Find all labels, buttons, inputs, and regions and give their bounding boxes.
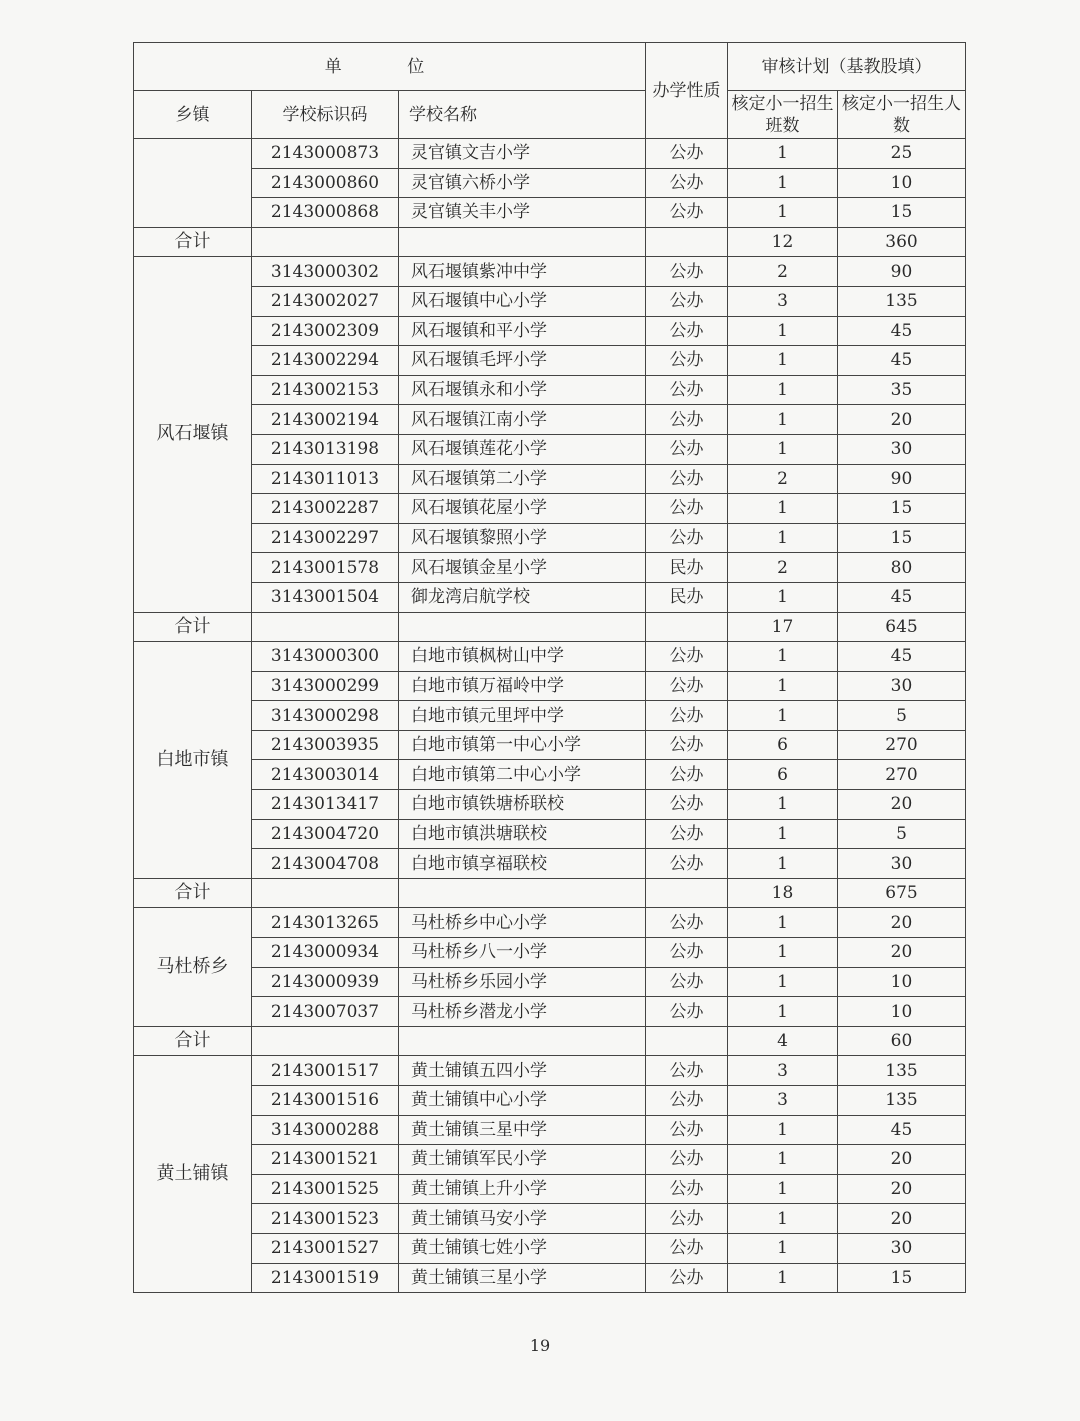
school-code-cell: 2143001527 xyxy=(252,1233,399,1263)
school-type-cell: 公办 xyxy=(646,849,728,879)
town-cell: 黄土铺镇 xyxy=(134,1056,252,1293)
school-name-cell: 马杜桥乡乐园小学 xyxy=(399,967,646,997)
school-name-cell: 白地市镇元里坪中学 xyxy=(399,701,646,731)
empty-cell xyxy=(252,1026,399,1056)
class-count-cell: 1 xyxy=(728,790,838,820)
school-name-cell: 灵官镇关丰小学 xyxy=(399,198,646,228)
class-count-cell: 3 xyxy=(728,1086,838,1116)
total-row xyxy=(134,1026,966,1056)
student-count-cell: 30 xyxy=(838,849,966,879)
table-row xyxy=(134,997,966,1027)
empty-cell xyxy=(399,1026,646,1056)
student-count-cell: 30 xyxy=(838,671,966,701)
school-type-cell: 公办 xyxy=(646,1204,728,1234)
header-row-2 xyxy=(134,91,966,139)
class-count-cell: 6 xyxy=(728,760,838,790)
school-code-cell: 3143000288 xyxy=(252,1115,399,1145)
table-row xyxy=(134,1115,966,1145)
school-name-cell: 风石堰镇金星小学 xyxy=(399,553,646,583)
school-type-cell: 公办 xyxy=(646,1056,728,1086)
table-row xyxy=(134,582,966,612)
school-code-cell: 2143002287 xyxy=(252,494,399,524)
student-count-cell: 35 xyxy=(838,375,966,405)
student-count-cell: 20 xyxy=(838,908,966,938)
table-row xyxy=(134,642,966,672)
total-students-cell: 60 xyxy=(838,1026,966,1056)
student-count-cell: 90 xyxy=(838,464,966,494)
school-name-cell: 白地市镇第一中心小学 xyxy=(399,730,646,760)
total-row xyxy=(134,878,966,908)
student-count-cell: 45 xyxy=(838,1115,966,1145)
school-code-cell: 2143001516 xyxy=(252,1086,399,1116)
class-count-cell: 2 xyxy=(728,257,838,287)
school-type-cell: 公办 xyxy=(646,642,728,672)
school-name-cell: 黄土铺镇三星小学 xyxy=(399,1263,646,1293)
school-name-cell: 白地市镇第二中心小学 xyxy=(399,760,646,790)
class-count-cell: 3 xyxy=(728,286,838,316)
empty-cell xyxy=(399,612,646,642)
school-code-cell: 3143001504 xyxy=(252,582,399,612)
empty-cell xyxy=(646,227,728,257)
student-count-cell: 90 xyxy=(838,257,966,287)
class-count-cell: 2 xyxy=(728,553,838,583)
student-count-cell: 5 xyxy=(838,701,966,731)
empty-cell xyxy=(252,227,399,257)
empty-cell xyxy=(399,227,646,257)
class-count-cell: 1 xyxy=(728,938,838,968)
school-code-cell: 2143013265 xyxy=(252,908,399,938)
class-count-cell: 1 xyxy=(728,405,838,435)
school-type-cell: 公办 xyxy=(646,1233,728,1263)
header-unit xyxy=(134,43,646,91)
table-row xyxy=(134,1056,966,1086)
student-count-cell: 20 xyxy=(838,1145,966,1175)
student-count-cell: 45 xyxy=(838,642,966,672)
empty-cell xyxy=(399,878,646,908)
total-students-cell: 360 xyxy=(838,227,966,257)
table-body xyxy=(134,43,966,1293)
table-row xyxy=(134,494,966,524)
table-row xyxy=(134,286,966,316)
total-classes-cell: 12 xyxy=(728,227,838,257)
table-row xyxy=(134,938,966,968)
school-type-cell: 公办 xyxy=(646,760,728,790)
class-count-cell: 1 xyxy=(728,523,838,553)
student-count-cell: 30 xyxy=(838,434,966,464)
header-town: 乡镇 xyxy=(134,91,252,139)
student-count-cell: 10 xyxy=(838,967,966,997)
school-code-cell: 2143001525 xyxy=(252,1174,399,1204)
school-code-cell: 2143002027 xyxy=(252,286,399,316)
class-count-cell: 1 xyxy=(728,1115,838,1145)
student-count-cell: 45 xyxy=(838,582,966,612)
school-name-cell: 马杜桥乡中心小学 xyxy=(399,908,646,938)
table-row xyxy=(134,198,966,228)
school-code-cell: 2143001578 xyxy=(252,553,399,583)
class-count-cell: 1 xyxy=(728,434,838,464)
school-name-cell: 马杜桥乡潜龙小学 xyxy=(399,997,646,1027)
school-type-cell: 民办 xyxy=(646,582,728,612)
school-code-cell: 2143002294 xyxy=(252,346,399,376)
school-name-cell: 黄土铺镇军民小学 xyxy=(399,1145,646,1175)
school-code-cell: 2143007037 xyxy=(252,997,399,1027)
school-type-cell: 公办 xyxy=(646,257,728,287)
school-type-cell: 公办 xyxy=(646,1145,728,1175)
student-count-cell: 10 xyxy=(838,168,966,198)
table-row xyxy=(134,671,966,701)
school-code-cell: 2143013417 xyxy=(252,790,399,820)
school-type-cell: 公办 xyxy=(646,1174,728,1204)
school-code-cell: 2143002194 xyxy=(252,405,399,435)
school-type-cell: 公办 xyxy=(646,1115,728,1145)
town-cell: 马杜桥乡 xyxy=(134,908,252,1026)
student-count-cell: 270 xyxy=(838,760,966,790)
school-name-cell: 白地市镇铁塘桥联校 xyxy=(399,790,646,820)
school-code-cell: 2143013198 xyxy=(252,434,399,464)
header-school: 学校名称 xyxy=(399,91,646,139)
table-row xyxy=(134,730,966,760)
table-row xyxy=(134,819,966,849)
school-name-cell: 御龙湾启航学校 xyxy=(399,582,646,612)
table-row xyxy=(134,168,966,198)
table-row xyxy=(134,434,966,464)
school-name-cell: 白地市镇枫树山中学 xyxy=(399,642,646,672)
table-row xyxy=(134,790,966,820)
student-count-cell: 270 xyxy=(838,730,966,760)
table-row xyxy=(134,967,966,997)
student-count-cell: 20 xyxy=(838,1204,966,1234)
empty-cell xyxy=(646,1026,728,1056)
school-type-cell: 公办 xyxy=(646,286,728,316)
class-count-cell: 1 xyxy=(728,139,838,169)
school-name-cell: 风石堰镇莲花小学 xyxy=(399,434,646,464)
student-count-cell: 20 xyxy=(838,1174,966,1204)
school-type-cell: 公办 xyxy=(646,967,728,997)
class-count-cell: 1 xyxy=(728,642,838,672)
student-count-cell: 80 xyxy=(838,553,966,583)
school-name-cell: 风石堰镇毛坪小学 xyxy=(399,346,646,376)
class-count-cell: 1 xyxy=(728,316,838,346)
student-count-cell: 5 xyxy=(838,819,966,849)
empty-cell xyxy=(646,878,728,908)
class-count-cell: 1 xyxy=(728,198,838,228)
student-count-cell: 20 xyxy=(838,790,966,820)
school-type-cell: 公办 xyxy=(646,346,728,376)
school-name-cell: 黄土铺镇三星中学 xyxy=(399,1115,646,1145)
class-count-cell: 1 xyxy=(728,582,838,612)
table-row xyxy=(134,1086,966,1116)
table-row xyxy=(134,139,966,169)
school-name-cell: 白地市镇洪塘联校 xyxy=(399,819,646,849)
school-code-cell: 3143000300 xyxy=(252,642,399,672)
school-code-cell: 2143001523 xyxy=(252,1204,399,1234)
table-row xyxy=(134,1174,966,1204)
town-cell: 白地市镇 xyxy=(134,642,252,879)
total-classes-cell: 4 xyxy=(728,1026,838,1056)
school-type-cell: 公办 xyxy=(646,997,728,1027)
school-name-cell: 风石堰镇和平小学 xyxy=(399,316,646,346)
table-row xyxy=(134,1233,966,1263)
class-count-cell: 1 xyxy=(728,908,838,938)
school-code-cell: 2143001519 xyxy=(252,1263,399,1293)
school-type-cell: 公办 xyxy=(646,701,728,731)
table-row xyxy=(134,523,966,553)
school-type-cell: 公办 xyxy=(646,198,728,228)
student-count-cell: 45 xyxy=(838,316,966,346)
school-name-cell: 黄土铺镇七姓小学 xyxy=(399,1233,646,1263)
class-count-cell: 3 xyxy=(728,1056,838,1086)
school-code-cell: 2143000860 xyxy=(252,168,399,198)
school-type-cell: 公办 xyxy=(646,405,728,435)
total-label-cell: 合计 xyxy=(134,612,252,642)
school-name-cell: 黄土铺镇马安小学 xyxy=(399,1204,646,1234)
header-plan: 审核计划（基教股填） xyxy=(728,43,966,91)
total-classes-cell: 17 xyxy=(728,612,838,642)
student-count-cell: 15 xyxy=(838,494,966,524)
school-type-cell: 公办 xyxy=(646,908,728,938)
header-code: 学校标识码 xyxy=(252,91,399,139)
student-count-cell: 135 xyxy=(838,1056,966,1086)
school-code-cell: 2143003014 xyxy=(252,760,399,790)
table-row xyxy=(134,701,966,731)
school-type-cell: 公办 xyxy=(646,1263,728,1293)
table-row xyxy=(134,346,966,376)
total-label-cell: 合计 xyxy=(134,1026,252,1056)
table-row xyxy=(134,553,966,583)
total-students-cell: 645 xyxy=(838,612,966,642)
school-type-cell: 公办 xyxy=(646,168,728,198)
class-count-cell: 1 xyxy=(728,967,838,997)
school-type-cell: 公办 xyxy=(646,730,728,760)
student-count-cell: 20 xyxy=(838,405,966,435)
school-code-cell: 3143000302 xyxy=(252,257,399,287)
school-type-cell: 公办 xyxy=(646,790,728,820)
table-row xyxy=(134,760,966,790)
class-count-cell: 1 xyxy=(728,346,838,376)
school-code-cell: 2143011013 xyxy=(252,464,399,494)
school-type-cell: 公办 xyxy=(646,1086,728,1116)
school-type-cell: 公办 xyxy=(646,523,728,553)
class-count-cell: 1 xyxy=(728,1233,838,1263)
school-code-cell: 2143002297 xyxy=(252,523,399,553)
student-count-cell: 30 xyxy=(838,1233,966,1263)
table-row xyxy=(134,849,966,879)
table-row xyxy=(134,257,966,287)
school-name-cell: 黄土铺镇上升小学 xyxy=(399,1174,646,1204)
school-name-cell: 灵官镇文吉小学 xyxy=(399,139,646,169)
town-cell: 风石堰镇 xyxy=(134,257,252,612)
school-code-cell: 2143000939 xyxy=(252,967,399,997)
school-type-cell: 公办 xyxy=(646,434,728,464)
empty-cell xyxy=(646,612,728,642)
header-nature: 办学性质 xyxy=(646,43,728,139)
table-row xyxy=(134,1145,966,1175)
header-students: 核定小一招生人数 xyxy=(838,91,966,139)
student-count-cell: 15 xyxy=(838,523,966,553)
student-count-cell: 15 xyxy=(838,198,966,228)
school-code-cell: 2143002309 xyxy=(252,316,399,346)
school-code-cell: 2143001521 xyxy=(252,1145,399,1175)
school-code-cell: 3143000299 xyxy=(252,671,399,701)
student-count-cell: 25 xyxy=(838,139,966,169)
school-name-cell: 风石堰镇紫冲中学 xyxy=(399,257,646,287)
school-type-cell: 公办 xyxy=(646,819,728,849)
table-row xyxy=(134,908,966,938)
total-label-cell: 合计 xyxy=(134,227,252,257)
class-count-cell: 1 xyxy=(728,819,838,849)
table-row xyxy=(134,316,966,346)
school-name-cell: 黄土铺镇五四小学 xyxy=(399,1056,646,1086)
class-count-cell: 1 xyxy=(728,1174,838,1204)
town-cell xyxy=(134,139,252,228)
student-count-cell: 10 xyxy=(838,997,966,1027)
header-unit-label: 单 位 xyxy=(324,56,455,77)
page-number: 19 xyxy=(529,1336,551,1355)
table-row xyxy=(134,375,966,405)
table-row xyxy=(134,1263,966,1293)
enrollment-plan-table xyxy=(133,42,966,1293)
student-count-cell: 45 xyxy=(838,346,966,376)
class-count-cell: 1 xyxy=(728,997,838,1027)
header-row-1 xyxy=(134,43,966,91)
student-count-cell: 135 xyxy=(838,286,966,316)
class-count-cell: 1 xyxy=(728,671,838,701)
school-name-cell: 灵官镇六桥小学 xyxy=(399,168,646,198)
school-code-cell: 2143000873 xyxy=(252,139,399,169)
school-name-cell: 黄土铺镇中心小学 xyxy=(399,1086,646,1116)
school-name-cell: 马杜桥乡八一小学 xyxy=(399,938,646,968)
total-students-cell: 675 xyxy=(838,878,966,908)
school-code-cell: 2143004708 xyxy=(252,849,399,879)
empty-cell xyxy=(252,878,399,908)
school-type-cell: 公办 xyxy=(646,316,728,346)
school-type-cell: 公办 xyxy=(646,375,728,405)
table-row xyxy=(134,405,966,435)
school-code-cell: 2143000934 xyxy=(252,938,399,968)
school-type-cell: 公办 xyxy=(646,494,728,524)
school-code-cell: 2143003935 xyxy=(252,730,399,760)
class-count-cell: 6 xyxy=(728,730,838,760)
school-name-cell: 白地市镇万福岭中学 xyxy=(399,671,646,701)
school-code-cell: 2143004720 xyxy=(252,819,399,849)
class-count-cell: 1 xyxy=(728,701,838,731)
school-type-cell: 公办 xyxy=(646,938,728,968)
school-name-cell: 风石堰镇黎照小学 xyxy=(399,523,646,553)
class-count-cell: 1 xyxy=(728,494,838,524)
school-name-cell: 风石堰镇江南小学 xyxy=(399,405,646,435)
school-type-cell: 公办 xyxy=(646,139,728,169)
class-count-cell: 2 xyxy=(728,464,838,494)
class-count-cell: 1 xyxy=(728,849,838,879)
total-classes-cell: 18 xyxy=(728,878,838,908)
school-code-cell: 2143001517 xyxy=(252,1056,399,1086)
table-row xyxy=(134,464,966,494)
class-count-cell: 1 xyxy=(728,1145,838,1175)
empty-cell xyxy=(252,612,399,642)
total-row xyxy=(134,227,966,257)
school-type-cell: 公办 xyxy=(646,464,728,494)
header-classes: 核定小一招生班数 xyxy=(728,91,838,139)
student-count-cell: 135 xyxy=(838,1086,966,1116)
student-count-cell: 15 xyxy=(838,1263,966,1293)
class-count-cell: 1 xyxy=(728,168,838,198)
total-row xyxy=(134,612,966,642)
school-name-cell: 风石堰镇中心小学 xyxy=(399,286,646,316)
table-row xyxy=(134,1204,966,1234)
school-type-cell: 公办 xyxy=(646,671,728,701)
total-label-cell: 合计 xyxy=(134,878,252,908)
student-count-cell: 20 xyxy=(838,938,966,968)
school-code-cell: 3143000298 xyxy=(252,701,399,731)
school-name-cell: 白地市镇享福联校 xyxy=(399,849,646,879)
school-code-cell: 2143000868 xyxy=(252,198,399,228)
school-name-cell: 风石堰镇永和小学 xyxy=(399,375,646,405)
class-count-cell: 1 xyxy=(728,1204,838,1234)
school-name-cell: 风石堰镇第二小学 xyxy=(399,464,646,494)
school-code-cell: 2143002153 xyxy=(252,375,399,405)
class-count-cell: 1 xyxy=(728,375,838,405)
school-name-cell: 风石堰镇花屋小学 xyxy=(399,494,646,524)
school-type-cell: 民办 xyxy=(646,553,728,583)
class-count-cell: 1 xyxy=(728,1263,838,1293)
